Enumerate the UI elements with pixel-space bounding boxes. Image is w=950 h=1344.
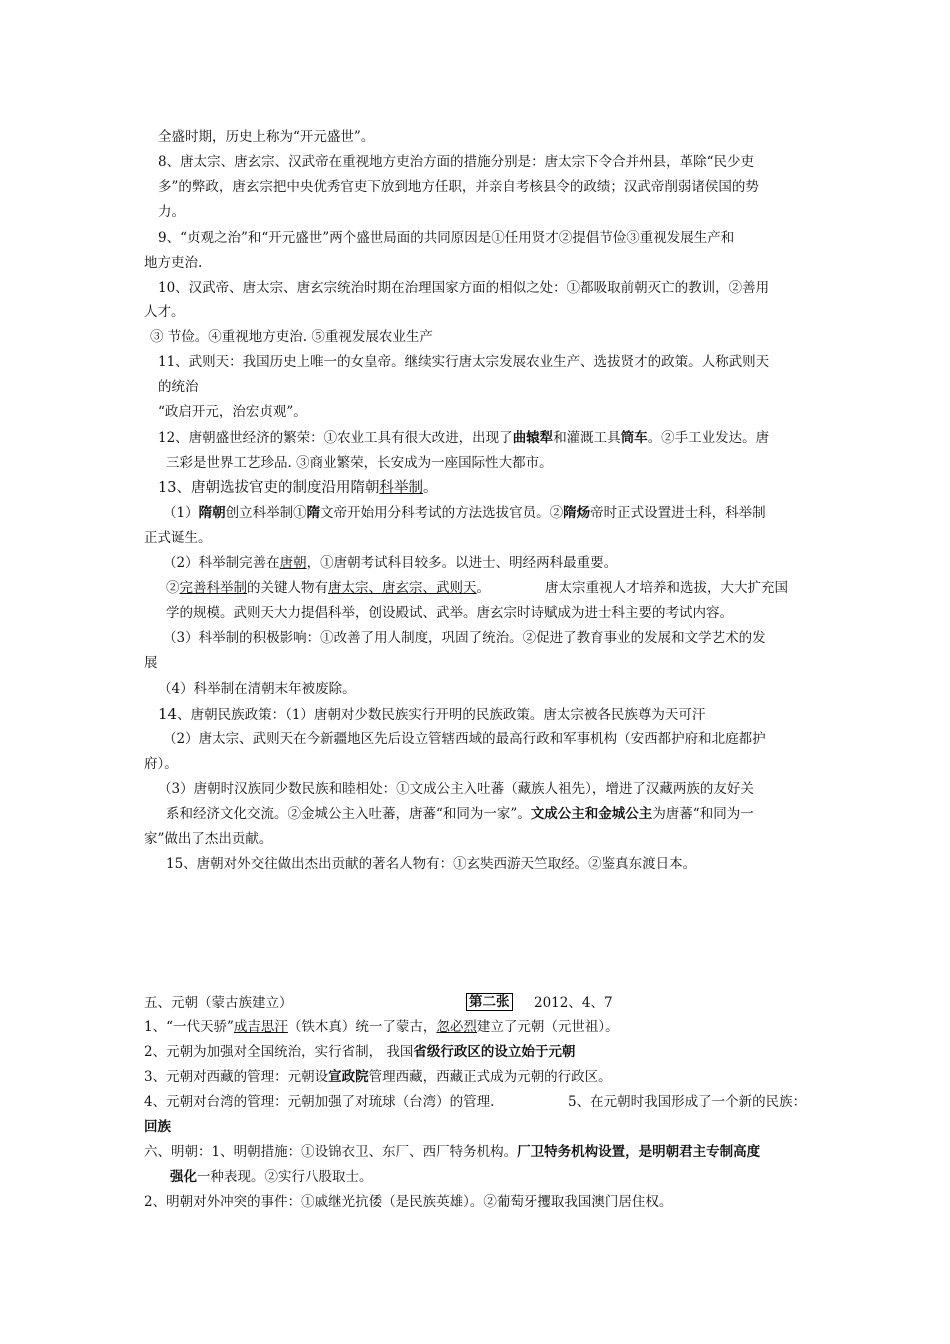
highlight-term: 回族 bbox=[144, 1119, 171, 1135]
text-line: 13、唐朝选拔官吏的制度沿用隋朝科举制。 bbox=[158, 480, 438, 496]
text-line: 府）。 bbox=[144, 756, 178, 772]
text-line: （1）隋朝创立科举制①隋文帝开始用分科考试的方法选拔官员。②隋炀帝时正式设置进士科，科举制 bbox=[163, 505, 766, 521]
highlight-term: 隋炀 bbox=[563, 505, 591, 521]
text-line: 4、元朝对台湾的管理：元朝加强了对琉球（台湾）的管理. bbox=[144, 1094, 495, 1110]
highlight-term: 厂卫特务机构设置，是明朝君主专制高度 bbox=[517, 1144, 761, 1160]
text-line: 15、唐朝对外交往做出杰出贡献的著名人物有：①玄奘西游天竺取经。②鉴真东渡日本。 bbox=[166, 856, 697, 872]
text-line: 8、唐太宗、唐玄宗、汉武帝在重视地方吏治方面的措施分别是：唐太宗下令合并州县，革除“民少吏 bbox=[158, 154, 754, 170]
date-label: 2012、4、7 bbox=[534, 995, 613, 1011]
text-line: 14、唐朝民族政策：（1）唐朝对少数民族实行开明的民族政策。唐太宗被各民族尊为天可汗 bbox=[158, 705, 706, 723]
highlight-term: 筒车 bbox=[620, 430, 648, 446]
underlined-term: 唐太宗、唐玄宗、武则天 bbox=[328, 580, 477, 596]
highlight-term: 曲辕犁 bbox=[512, 430, 554, 446]
text-line: （3）唐朝时汉族同少数民族和睦相处：①文成公主入吐蕃（藏族人祖先），增进了汉藏两族的友好关 bbox=[158, 781, 754, 797]
highlight-term: 隋朝 bbox=[198, 505, 226, 521]
text-line: 人才。 bbox=[144, 304, 185, 320]
underlined-term: 科举制 bbox=[379, 480, 423, 496]
text-line: （2）科举制完善在唐朝，①唐朝考试科目较多。以进士、明经两科最重要。 bbox=[163, 555, 618, 571]
text-line: 学的规模。武则天大力提倡科举，创设殿试、武举。唐玄宗时诗赋成为进士科主要的考试内容。 bbox=[166, 605, 733, 621]
text-line: 9、“贞观之治”和“开元盛世”两个盛世局面的共同原因是①任用贤才②提倡节俭③重视发展生产和 bbox=[158, 230, 735, 246]
page-tag: 第二张 bbox=[466, 993, 513, 1011]
section-heading: 五、元朝（蒙古族建立） bbox=[144, 995, 293, 1011]
text-line: 家”做出了杰出贡献。 bbox=[144, 831, 273, 847]
text-line: 力。 bbox=[158, 204, 185, 220]
text-line: 地方吏治. bbox=[144, 255, 203, 271]
underlined-term: 忽必烈 bbox=[436, 1019, 477, 1035]
text-line: 2、明朝对外冲突的事件：①戚继光抗倭（是民族英雄）。②葡萄牙攫取我国澳门居住权。 bbox=[144, 1194, 673, 1210]
text-line: 全盛时期，历史上称为“开元盛世”。 bbox=[158, 129, 375, 145]
text-line: （2）唐太宗、武则天在今新疆地区先后设立管辖西域的最高行政和军事机构（安西都护府和北庭都护 bbox=[163, 731, 766, 747]
underlined-term: 唐朝 bbox=[279, 555, 307, 571]
text-line: “政启开元，治宏贞观”。 bbox=[158, 404, 307, 420]
text-line: 六、明朝：1、明朝措施：①设锦衣卫、东厂、西厂特务机构。厂卫特务机构设置，是明朝君主专制高度 bbox=[144, 1144, 761, 1160]
text-line bbox=[144, 1118, 171, 1136]
text-line: 1、“一代天骄”成吉思汗（铁木真）统一了蒙古，忽必烈建立了元朝（元世祖）。 bbox=[144, 1019, 619, 1035]
text-line: 强化一种表现。②实行八股取士。 bbox=[170, 1169, 373, 1185]
text-line: （3）科举制的积极影响：①改善了用人制度，巩固了统治。②促进了教育事业的发展和文学艺术的发 bbox=[163, 630, 766, 646]
text-line: 展 bbox=[144, 655, 158, 671]
highlight-term: 省级行政区的设立始于元朝 bbox=[413, 1044, 576, 1060]
text-line: 唐太宗重视人才培养和选拔，大大扩充国 bbox=[545, 580, 788, 596]
underlined-term: 完善科举制 bbox=[179, 580, 247, 596]
text-line: 正式诞生。 bbox=[144, 530, 212, 546]
text-line: 5、在元朝时我国形成了一个新的民族： bbox=[568, 1094, 807, 1110]
text-line: 多”的弊政，唐玄宗把中央优秀官吏下放到地方任职，并亲自考核县令的政绩；汉武帝削弱诸侯国的势 bbox=[158, 179, 759, 195]
text-line: 12、唐朝盛世经济的繁荣：①农业工具有很大改进，出现了曲辕犁和灌溉工具筒车。②手工业发达。唐 bbox=[158, 430, 770, 446]
underlined-term: 成吉思汗 bbox=[233, 1019, 288, 1035]
text-line: 3、元朝对西藏的管理：元朝设宣政院管理西藏，西藏正式成为元朝的行政区。 bbox=[144, 1069, 612, 1085]
text-line: 11、武则天：我国历史上唯一的女皇帝。继续实行唐太宗发展农业生产、选拔贤才的政策。人称武则天 bbox=[158, 354, 770, 370]
highlight-term: 文成公主和金城公主 bbox=[530, 806, 653, 822]
highlight-term: 宣政院 bbox=[328, 1069, 369, 1085]
text-line: ②完善科举制的关键人物有唐太宗、唐玄宗、武则天。 bbox=[166, 580, 490, 596]
text-line: 10、汉武帝、唐太宗、唐玄宗统治时期在治理国家方面的相似之处：①都吸取前朝灭亡的教训，②善用 bbox=[158, 280, 770, 296]
text-line: 的统治 bbox=[158, 379, 199, 395]
highlight-term: 强化 bbox=[170, 1169, 197, 1185]
text-line: 系和经济文化交流。②金城公主入吐蕃，唐蕃“和同为一家”。文成公主和金城公主为唐蕃“和同为一 bbox=[166, 806, 754, 822]
text-line: 三彩是世界工艺珍品. ③商业繁荣，长安成为一座国际性大都市。 bbox=[166, 455, 553, 471]
text-line: （4）科举制在清朝末年被废除。 bbox=[158, 681, 356, 697]
highlight-term: 隋 bbox=[306, 505, 321, 521]
text-line: ③ 节俭。④重视地方吏治. ⑤重视发展农业生产 bbox=[150, 329, 433, 345]
text-line: 2、元朝为加强对全国统治，实行省制， 我国省级行政区的设立始于元朝 bbox=[144, 1044, 576, 1060]
